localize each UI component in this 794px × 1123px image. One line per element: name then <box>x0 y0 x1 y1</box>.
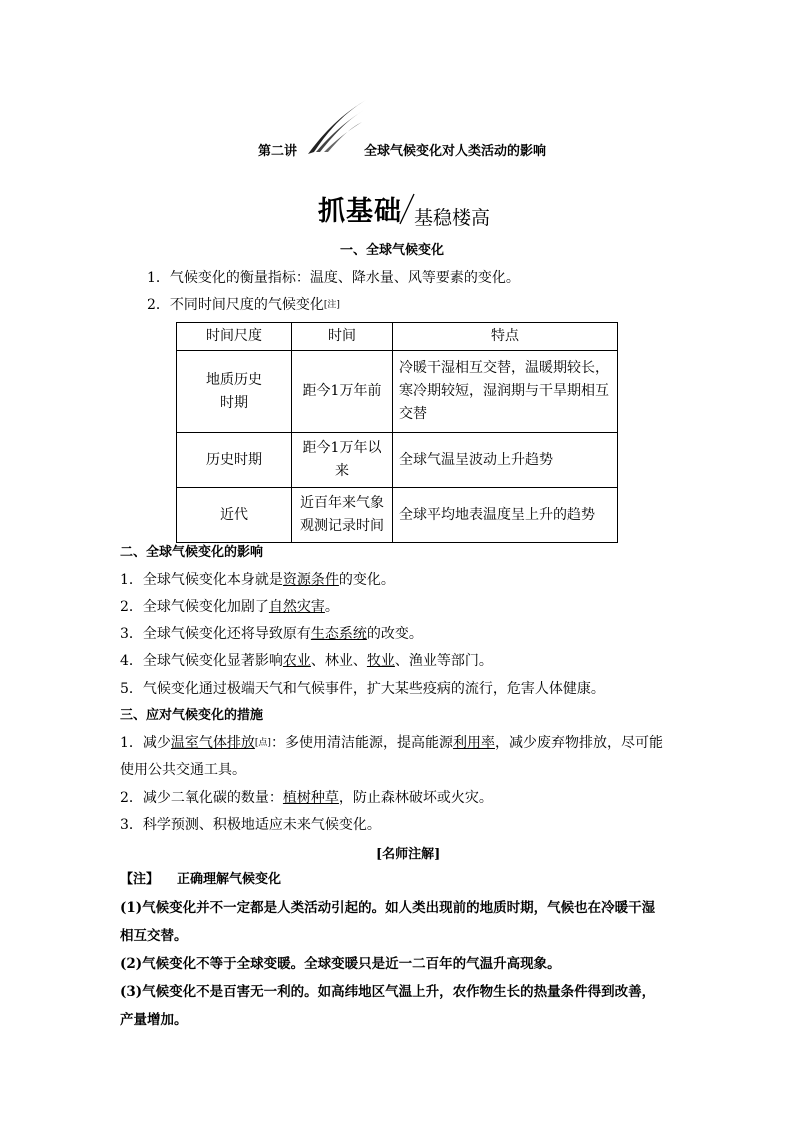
note-p1-line2: 相互交替。 <box>120 928 188 944</box>
section3-title: 三、应对气候变化的措施 <box>120 708 264 723</box>
banner-main-title: 抓基础 <box>318 196 402 227</box>
table-header-cell: 特点 <box>393 323 618 351</box>
cell-line: 交替 <box>399 406 427 422</box>
section3-item3: 3．科学预测、积极地适应未来气候变化。 <box>120 817 381 833</box>
note-p3-line1: (3)气候变化不是百害无一利的。如高纬地区气温上升，农作物生长的热量条件得到改善， <box>120 984 656 1000</box>
table-cell <box>177 433 292 488</box>
note-p1-line1: (1)气候变化并不一定都是人类活动引起的。如人类出现前的地质时期，气候也在冷暖干湿 <box>120 900 656 916</box>
section1-title: 一、全球气候变化 <box>340 243 445 258</box>
climate-change-table <box>176 322 618 543</box>
text: 2．全球气候变化加剧了 <box>120 599 269 615</box>
text: 1．全球气候变化本身就是 <box>120 572 283 588</box>
lesson-title: 全球气候变化对人类活动的影响 <box>364 144 547 159</box>
cell-line: 观测记录时间 <box>300 518 384 534</box>
note-p2: (2)气候变化不等于全球变暖。全球变暖只是近一二百年的气温升高现象。 <box>120 956 561 972</box>
table-cell <box>177 351 292 433</box>
cell-line: 距今1万年以 <box>302 440 382 456</box>
table-cell <box>393 488 618 543</box>
note-tag: 【注】 <box>120 872 160 887</box>
cell-line: 时期 <box>220 394 248 411</box>
cell-line: 近代 <box>220 506 248 523</box>
text: 的改变。 <box>366 626 423 642</box>
text: ，防止森林破坏或火灾。 <box>338 790 493 806</box>
note-marker: [注] <box>323 300 340 310</box>
text: 、林业、 <box>310 653 367 669</box>
cell-line: 全球平均地表温度呈上升的趋势 <box>399 506 595 523</box>
table-cell <box>292 488 393 543</box>
section2-item2 <box>120 597 339 617</box>
section1-item2 <box>147 295 340 315</box>
lesson-number: 第二讲 <box>258 144 298 159</box>
table-header-cell: 时间尺度 <box>177 323 292 351</box>
table-row <box>177 433 618 488</box>
note-title: 正确理解气候变化 <box>177 872 282 887</box>
table-cell <box>177 488 292 543</box>
table-cell <box>292 433 393 488</box>
text: 。 <box>324 599 339 615</box>
section2-item4 <box>120 651 493 671</box>
cell-line: 距今1万年前 <box>302 383 382 399</box>
section3-item2 <box>120 788 493 808</box>
note-p3-line2: 产量增加。 <box>120 1012 188 1028</box>
underlined-term: 生态系统 <box>310 626 367 642</box>
cell-line: 地质历史 <box>206 371 262 388</box>
text: ，减少废弃物排放，尽可能 <box>494 735 663 751</box>
underlined-term: 植树种草 <box>282 790 339 806</box>
cell-line: 历史时期 <box>206 451 262 468</box>
underlined-term: 温室气体排放 <box>170 735 255 751</box>
underlined-term: 农业 <box>282 653 311 669</box>
text: 2．减少二氧化碳的数量： <box>120 790 283 806</box>
cell-line: 寒冷期较短，湿润期与干旱期相互 <box>399 383 609 399</box>
underlined-term: 牧业 <box>366 653 395 669</box>
section3-item1 <box>120 733 663 753</box>
table-header-row <box>177 323 618 351</box>
table-cell <box>393 433 618 488</box>
text: 3．全球气候变化还将导致原有 <box>120 626 311 642</box>
table-row <box>177 351 618 433</box>
underlined-term: 资源条件 <box>282 572 339 588</box>
banner-subtitle: 基稳楼高 <box>414 207 491 229</box>
section1-item2-text: 2．不同时间尺度的气候变化 <box>147 297 324 313</box>
text: 4．全球气候变化显著影响 <box>120 653 283 669</box>
cell-line: 来 <box>335 463 349 479</box>
section2-item1 <box>120 570 395 590</box>
text: 1．减少 <box>120 735 171 751</box>
cell-line: 近百年来气象 <box>300 495 384 511</box>
table-header-cell: 时间 <box>292 323 393 351</box>
table-cell <box>393 351 618 433</box>
section2-item5: 5．气候变化通过极端天气和气候事件，扩大某些疫病的流行，危害人体健康。 <box>120 681 605 697</box>
section3-item1-continued: 使用公共交通工具。 <box>120 762 246 778</box>
swoosh-logo-icon <box>306 98 368 156</box>
cell-line: 全球气温呈波动上升趋势 <box>399 451 553 468</box>
section1-item1: 1．气候变化的衡量指标：温度、降水量、风等要素的变化。 <box>147 270 520 286</box>
note-label <box>120 870 281 890</box>
text: ：多使用清洁能源，提高能源 <box>270 735 453 751</box>
underlined-term: 利用率 <box>452 735 495 751</box>
table-cell <box>292 351 393 433</box>
section2-title: 二、全球气候变化的影响 <box>120 545 264 560</box>
underlined-term: 自然灾害 <box>268 599 325 615</box>
text: 、渔业等部门。 <box>394 653 493 669</box>
notes-heading: [名师注解] <box>376 847 441 862</box>
section2-item3 <box>120 624 423 644</box>
text: 的变化。 <box>338 572 395 588</box>
cell-line: 冷暖干湿相互交替，温暖期较长， <box>399 360 609 376</box>
note-marker: [点] <box>254 738 271 748</box>
table-row <box>177 488 618 543</box>
